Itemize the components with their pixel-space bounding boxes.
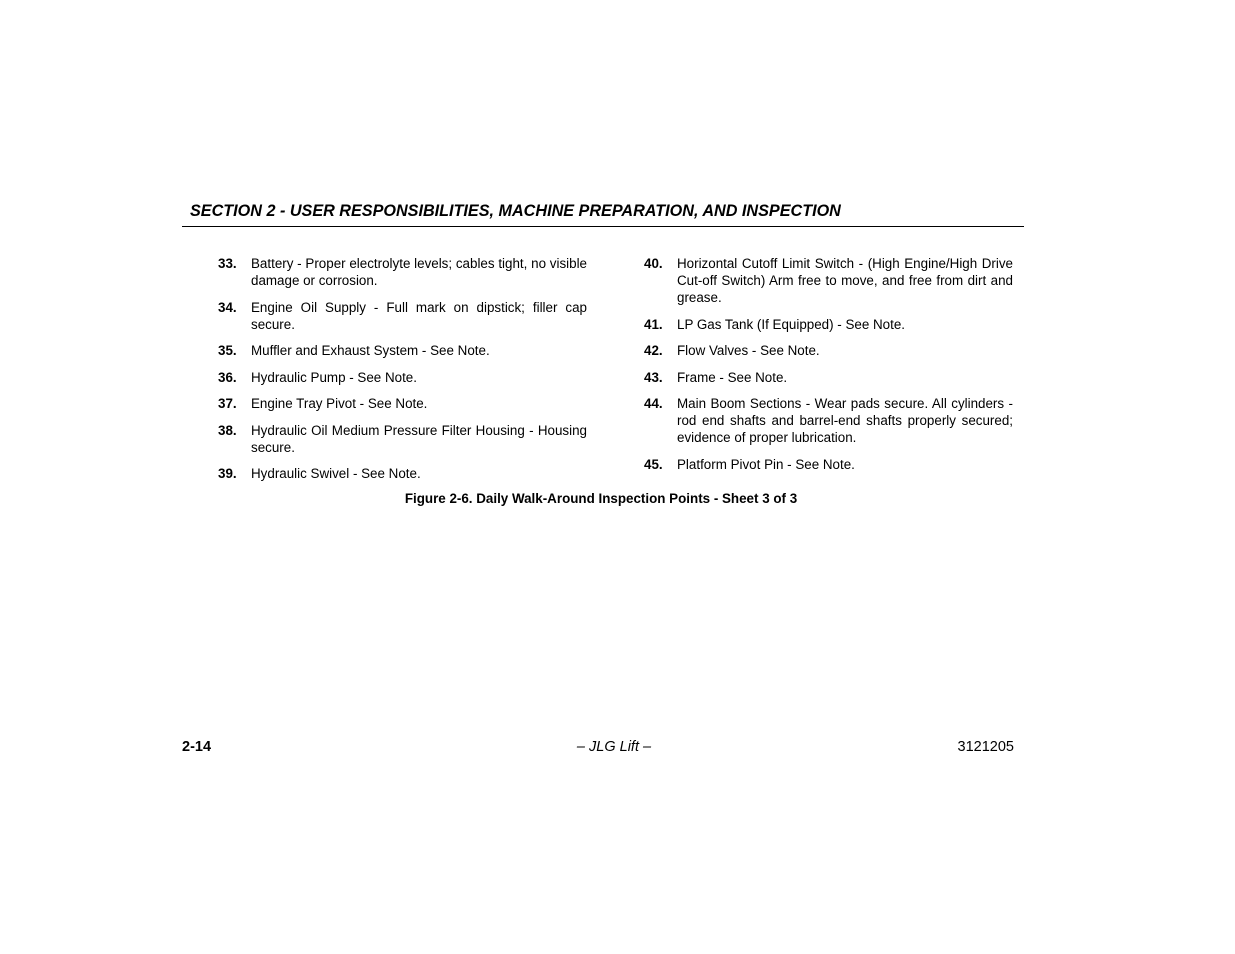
item-number: 43. (644, 369, 663, 385)
item-text: Platform Pivot Pin - See Note. (677, 456, 855, 472)
list-item (644, 456, 1014, 473)
item-text: LP Gas Tank (If Equipped) - See Note. (677, 316, 906, 332)
list-item (644, 342, 1014, 359)
list-item (644, 395, 1014, 446)
left-column (218, 255, 588, 492)
item-number: 44. (644, 396, 663, 411)
list-item (218, 465, 588, 482)
right-column (644, 255, 1014, 482)
list-item (644, 316, 1014, 333)
document-number: 3121205 (957, 739, 1014, 755)
list-item (218, 342, 588, 359)
item-number: 38. (218, 422, 237, 438)
item-text: Flow Valves - See Note. (677, 343, 820, 358)
header-rule (182, 226, 1024, 227)
item-number: 33. (218, 256, 237, 271)
list-item (218, 395, 588, 412)
item-text: Hydraulic Pump - See Note. (251, 369, 417, 385)
item-text: Muffler and Exhaust System - See Note. (251, 343, 490, 358)
item-number: 40. (644, 256, 663, 271)
item-number: 35. (218, 343, 237, 358)
item-number: 45. (644, 456, 663, 472)
list-item (218, 255, 588, 289)
footer-title: – JLG Lift – (576, 739, 652, 755)
list-item (644, 255, 1014, 306)
list-item (644, 369, 1014, 386)
figure-caption: Figure 2-6. Daily Walk-Around Inspection Points - Sheet 3 of 3 (404, 491, 798, 506)
section-header: SECTION 2 - USER RESPONSIBILITIES, MACHINE PREPARATION, AND INSPECTION (190, 202, 841, 220)
item-text: Horizontal Cutoff Limit Switch - (High Engine/High Drive Cut-off Switch) Arm free to move, and free from dirt and grease. (677, 256, 1013, 305)
item-number: 42. (644, 343, 663, 358)
item-text: Main Boom Sections - Wear pads secure. All cylinders - rod end shafts and barrel-end shafts properly secured; evidence of proper lubrication. (677, 396, 1013, 445)
list-item (218, 299, 588, 333)
item-text: Battery - Proper electrolyte levels; cables tight, no visible damage or corrosion. (251, 256, 587, 288)
item-text: Engine Tray Pivot - See Note. (251, 396, 428, 411)
list-item (218, 422, 588, 456)
list-item (218, 369, 588, 386)
item-number: 36. (218, 369, 237, 385)
page-number: 2-14 (182, 739, 212, 755)
item-text: Hydraulic Oil Medium Pressure Filter Housing - Housing secure. (251, 422, 587, 455)
item-text: Hydraulic Swivel - See Note. (251, 466, 421, 481)
item-number: 37. (218, 396, 237, 411)
item-number: 34. (218, 299, 237, 315)
item-text: Engine Oil Supply - Full mark on dipstick; filler cap secure. (251, 299, 587, 332)
item-text: Frame - See Note. (677, 369, 788, 385)
item-number: 41. (644, 316, 663, 332)
item-number: 39. (218, 466, 237, 481)
